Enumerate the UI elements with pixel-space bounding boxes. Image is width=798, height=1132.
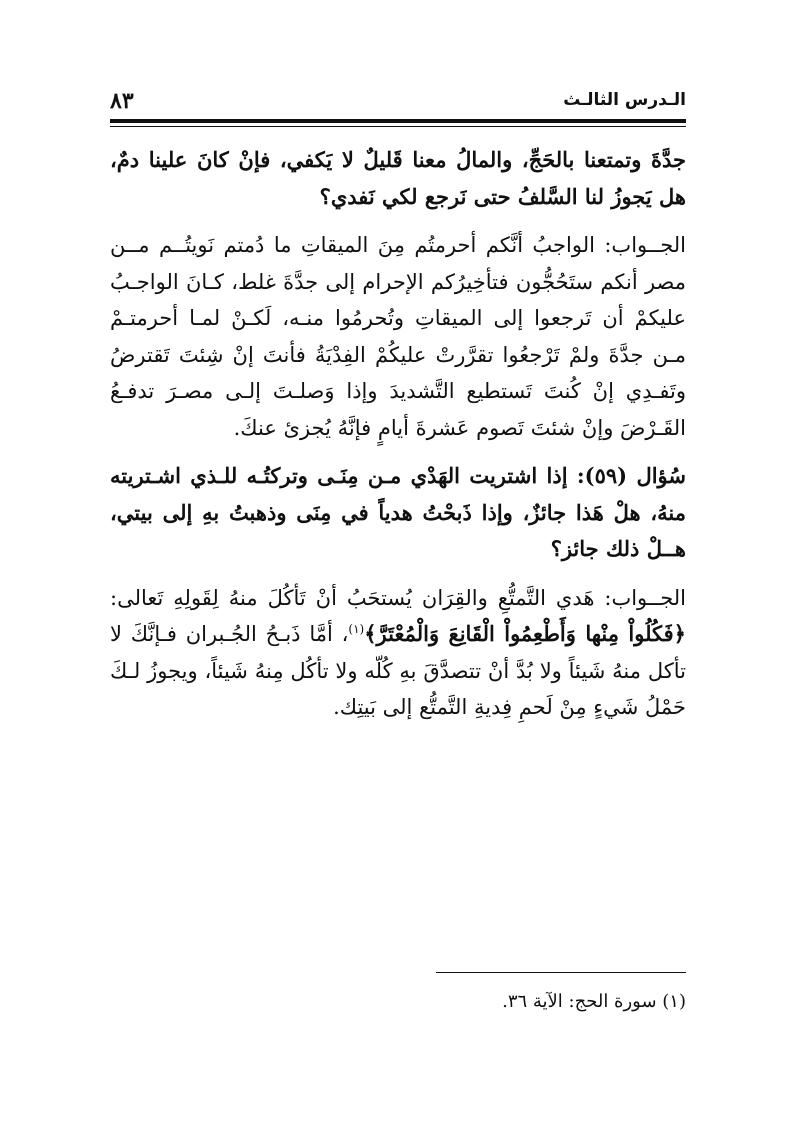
chapter-title: الـدرس الثالـث [563,90,686,110]
header-rule-thick [110,119,686,123]
answer-paragraph-1 [110,227,686,446]
quran-verse: ﴿فَكُلُواْ مِنْها وَأَطْعِمُواْ الْقَانِعَ وَالْمُعْتَرَّ﴾ [364,621,686,646]
main-text [110,142,686,738]
answer-text: الواجبُ أنَّكم أحرمتُم مِنَ الميقاتِ ما دُمتم نَويتُــم مــن مصر أنكم ستَحُجُّون فتأخِيرُكم الإحرام إلى جدَّةَ غلط، كـانَ الواجـبُ عليكمْ أن تَرجعوا إلى الميقاتِ وتُحرمُوا منـه، لَكـنْ لمـا أحرمتـمْ مـن جدَّةَ ولمْ تَرْجعُوا تقرَّرتْ عليكُمْ الفِدْيَةُ فأنتَ إنْ شِئتَ تَقترضُ وتَفـدِي إنْ كُنتَ تَستطيع التَّشديدَ وإذا وَصلـتَ إلـى مصـرَ تدفـعُ القَـرْضَ وإنْ شئتَ تَصوم عَشرةَ أيامٍ فإنَّهُ يُجزئ عنكَ. [110,233,686,440]
answer-text-before: هَدي التَّمتُّعِ والقِرَان يُستحَبُ أنْ تَأكُلَ منهُ لِقَولِهِ تَعالى: [110,585,595,610]
answer-label: الجــواب: [604,585,686,610]
question-59 [110,458,686,568]
page-number: ٨٣ [110,88,134,114]
answer-label: الجــواب: [604,233,686,257]
footnote [110,988,686,1016]
footnote-divider [436,972,686,973]
question-continuation [110,142,686,215]
answer-paragraph-2 [110,580,686,726]
question-text: إذا اشتريت الهَدْي مـن مِنَـى وتركتُـه للـذي اشـتريته منهُ، هلْ هَذا جائزٌ، وإذا ذَبحْتُ هدياً في مِنَى وذهبتُ بهِ إلى بيتي، هــلْ ذلك جائز؟ [110,463,686,561]
page-header [110,88,686,118]
question-label: سُؤال (٥٩): [576,463,686,488]
question-continuation-text: جدَّةَ وتمتعنا بالحَجِّ، والمالُ معنا قَليلٌ لا يَكفي، فإنْ كانَ علينا دمٌ، هل يَجوزُ لنا السَّلفُ حتى نَرجع لكي نَفدي؟ [110,147,686,209]
answer-text-after: ، أمَّا ذَبـحُ الجُـبران فـإنَّكَ لا تأكل منهُ شَيئاً ولا بُدَّ أنْ تتصدَّقَ بهِ كُلّه ولا تأكُل مِنهُ شَيئاً، ويجوزُ لـكَ حَمْلُ شَيءٍ مِنْ لَحمِ فِديةِ التَّمتُّع إلى بَيتِك. [110,622,686,719]
header-rule-thin [110,126,686,127]
footnote-text: (١) سورة الحج: الآية ٣٦. [502,991,686,1012]
footnote-marker[interactable]: (١) [348,622,365,636]
